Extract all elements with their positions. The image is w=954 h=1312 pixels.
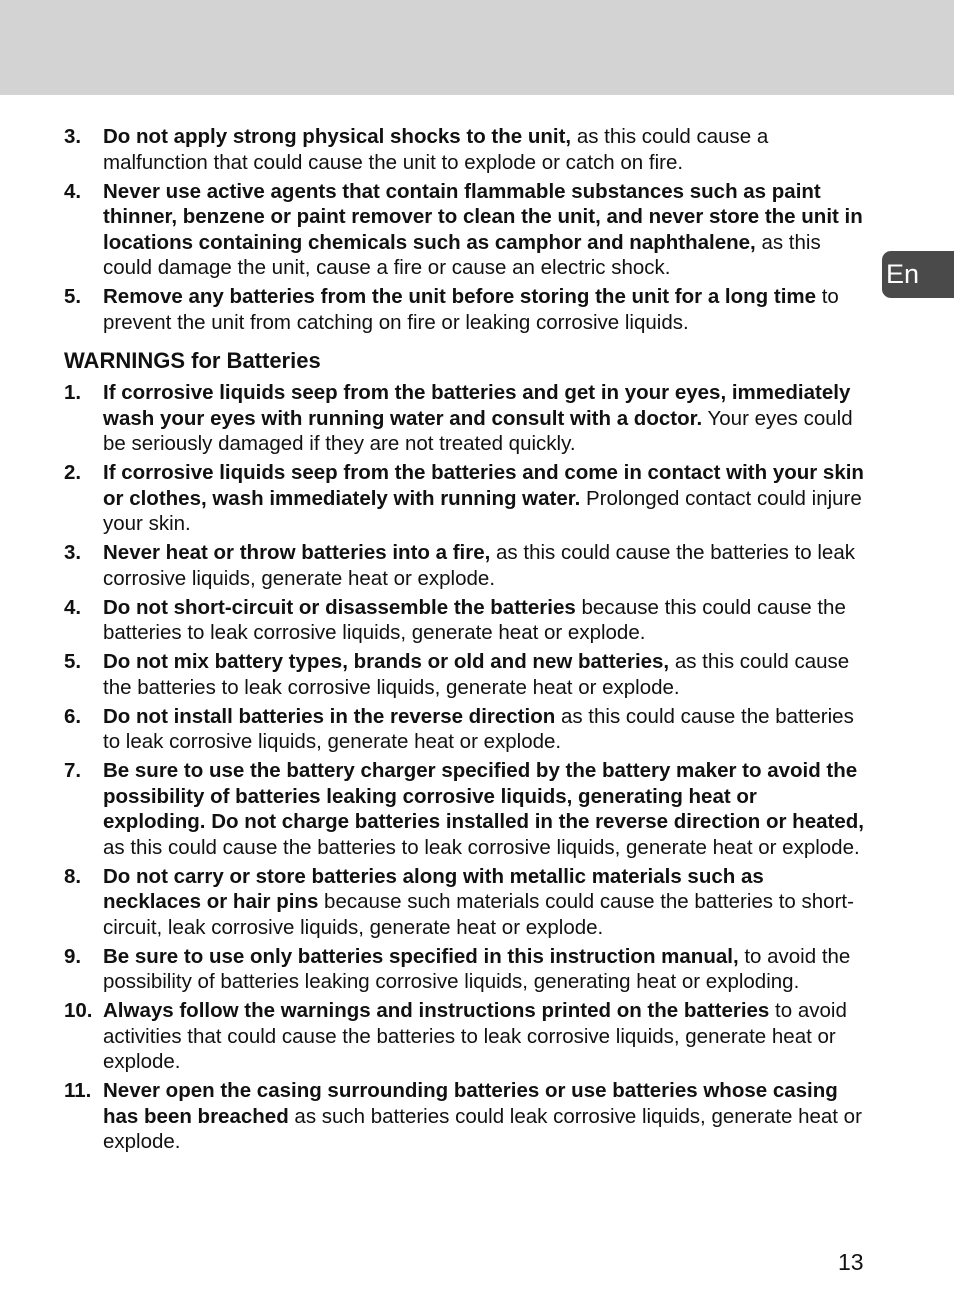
item-text: to avoid activities that could cause the batteries to leak corrosive liquids, generate heat or explode. — [103, 999, 847, 1073]
list-item — [64, 380, 864, 457]
item-bold-text: If corrosive liquids seep from the batteries and come in contact with your skin or clothes, wash immediately with running water. — [103, 461, 864, 510]
item-bold-text: Be sure to use the battery charger specified by the battery maker to avoid the possibility of batteries leaking corrosive liquids, generating heat or exploding. Do not charge batteries installed in the reverse direction or heated, — [103, 759, 864, 833]
list-item — [64, 649, 864, 700]
warnings-list — [64, 380, 864, 1155]
item-bold-text: Do not short-circuit or disassemble the batteries — [103, 595, 576, 619]
list-item — [64, 758, 864, 860]
item-text: as this could cause the batteries to leak corrosive liquids, generate heat or explode. — [103, 541, 855, 590]
item-text: as this could damage the unit, cause a fire or cause an electric shock. — [103, 230, 821, 279]
item-text: Your eyes could be seriously damaged if they are not treated quickly. — [103, 406, 853, 455]
item-text: Prolonged contact could injure your skin. — [103, 486, 862, 535]
item-number: 7. — [64, 759, 82, 782]
item-bold-text: If corrosive liquids seep from the batteries and get in your eyes, immediately wash your eyes with running water and consult with a doctor. — [103, 381, 851, 430]
item-text: as this could cause the batteries to leak corrosive liquids, generate heat or explode. — [103, 704, 854, 753]
item-bold-text: Do not apply strong physical shocks to the unit, — [103, 125, 572, 148]
item-bold-text: Do not mix battery types, brands or old and new batteries, — [103, 650, 670, 673]
item-bold-text: Remove any batteries from the unit before storing the unit for a long time — [103, 285, 817, 308]
item-number: 9. — [64, 944, 82, 968]
language-tab[interactable] — [882, 251, 954, 298]
list-item — [64, 944, 864, 995]
item-number: 1. — [64, 381, 82, 404]
item-text: because this could cause the batteries to leak corrosive liquids, generate heat or explode. — [103, 595, 846, 644]
list-item — [64, 179, 864, 281]
item-bold-text: Never heat or throw batteries into a fire, — [103, 541, 491, 564]
item-number: 8. — [64, 864, 82, 888]
item-bold-text: Always follow the warnings and instructions printed on the batteries — [103, 999, 770, 1022]
list-item — [64, 1078, 864, 1155]
item-number: 11. — [64, 1079, 92, 1102]
page-number: 13 — [838, 1249, 864, 1275]
list-item — [64, 540, 864, 591]
item-text: to avoid the possibility of batteries leaking corrosive liquids, generating heat or exploding. — [103, 944, 851, 993]
item-text: as such batteries could leak corrosive liquids, generate heat or explode. — [103, 1104, 862, 1153]
section-title: WARNINGS for Batteries — [64, 348, 321, 373]
list-item — [64, 864, 864, 941]
item-text: as this could cause the batteries to leak corrosive liquids, generate heat or explode. — [103, 650, 850, 699]
list-item — [64, 124, 864, 175]
item-bold-text: Be sure to use only batteries specified in this instruction manual, — [103, 944, 739, 968]
item-number: 10. — [64, 999, 93, 1022]
item-number: 3. — [64, 541, 82, 564]
intro-list — [64, 124, 864, 335]
language-tab-label: En — [886, 259, 920, 289]
item-bold-text: Do not carry or store batteries along with metallic materials such as necklaces or hair pins — [103, 864, 764, 913]
item-number: 5. — [64, 285, 82, 308]
item-number: 6. — [64, 704, 82, 728]
item-text: as this could cause a malfunction that could cause the unit to explode or catch on fire. — [103, 125, 769, 174]
item-text: as this could cause the batteries to leak corrosive liquids, generate heat or explode. — [103, 835, 860, 859]
item-text: to prevent the unit from catching on fire or leaking corrosive liquids. — [103, 285, 839, 334]
item-bold-text: Do not install batteries in the reverse direction — [103, 704, 556, 728]
item-bold-text: Never use active agents that contain flammable substances such as paint thinner, benzene or paint remover to clean the unit, and never store the unit in locations containing chemicals such as camphor and naphthalene, — [103, 179, 863, 254]
page-content — [64, 124, 864, 1158]
list-item — [64, 460, 864, 537]
list-item — [64, 998, 864, 1075]
list-item — [64, 704, 864, 755]
header-band — [0, 0, 954, 95]
list-item — [64, 284, 864, 335]
item-number: 4. — [64, 595, 82, 619]
item-number: 5. — [64, 650, 82, 673]
item-text: because such materials could cause the batteries to short-circuit, leak corrosive liquids, generate heat or explode. — [103, 890, 854, 939]
item-bold-text: Never open the casing surrounding batteries or use batteries whose casing has been breached — [103, 1079, 838, 1128]
item-number: 3. — [64, 125, 82, 148]
item-number: 2. — [64, 461, 82, 484]
list-item — [64, 595, 864, 646]
item-number: 4. — [64, 179, 82, 203]
